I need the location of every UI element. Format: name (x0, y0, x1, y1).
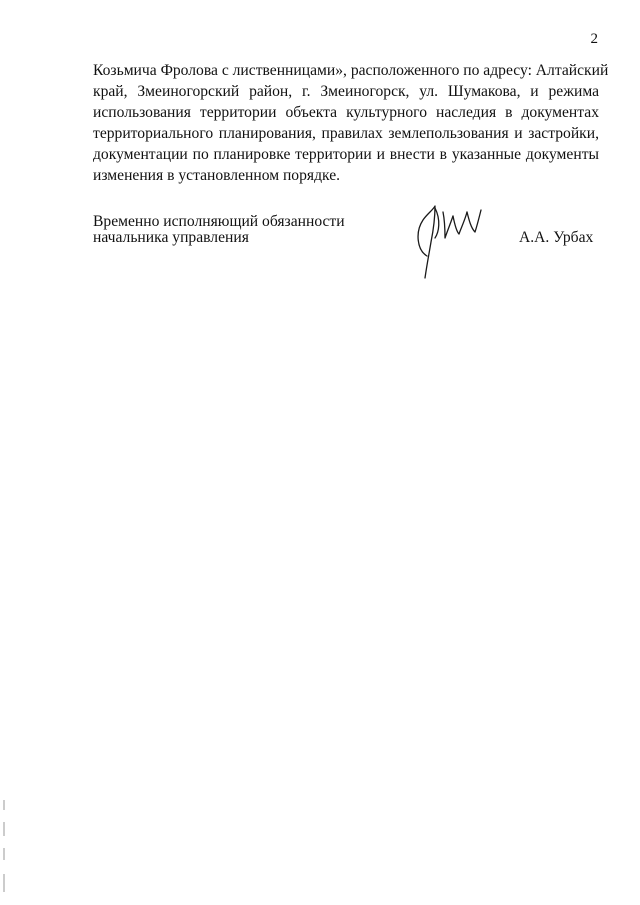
page-number: 2 (590, 31, 598, 47)
paragraph-line: изменения в установленном порядке. (93, 167, 341, 184)
signer-position (93, 214, 345, 246)
paragraph-line: Козьмича Фролова с лиственницами», расположенного по адресу: Алтайский (93, 62, 609, 79)
paragraph-line: документации по планировке территории и внести в указанные документы (93, 146, 599, 163)
body-paragraph (93, 60, 609, 186)
signer-position-line: начальника управления (93, 229, 249, 246)
signer-name: А.А. Урбах (519, 229, 594, 246)
paragraph-line: использования территории объекта культурного наследия в документах (93, 104, 599, 121)
paragraph-line: территориального планирования, правилах землепользования и застройки, (93, 125, 599, 142)
handwritten-signature (405, 198, 485, 280)
paragraph-line: край, Змеиногорский район, г. Змеиногорск, ул. Шумакова, и режима (93, 83, 599, 100)
scan-edge-marks (2, 800, 6, 905)
signer-position-line: Временно исполняющий обязанности (93, 213, 345, 230)
